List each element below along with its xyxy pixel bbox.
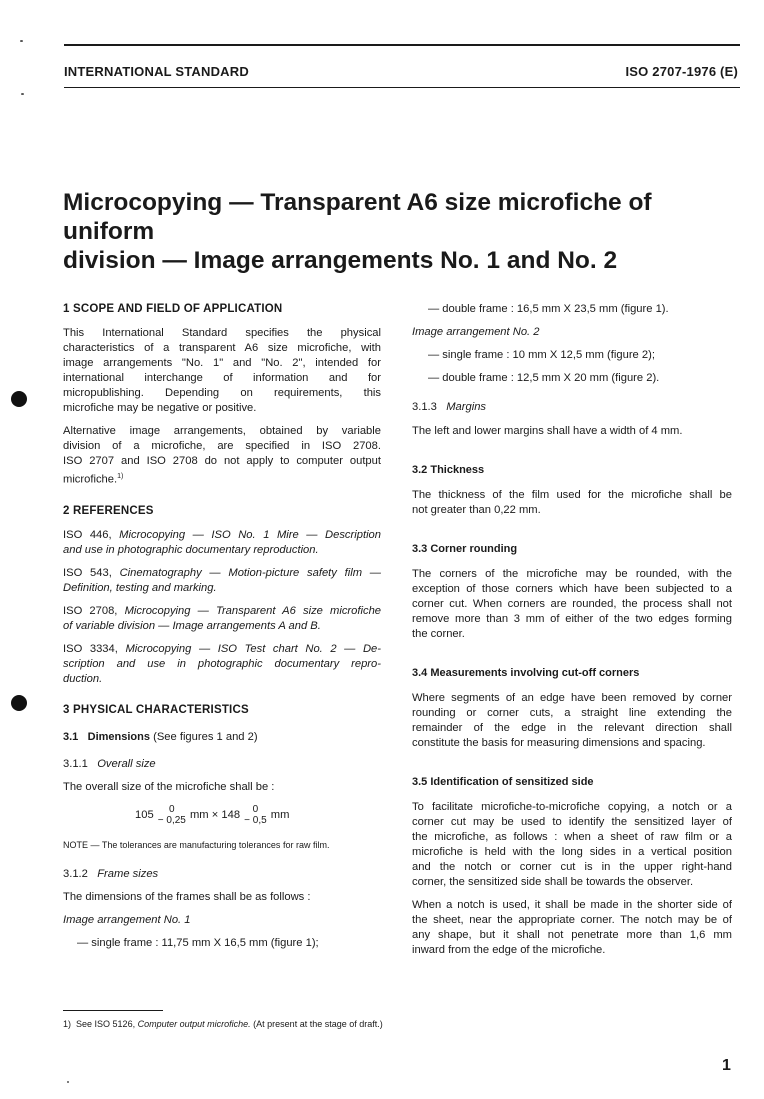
- section-3-5-heading: 3.5 Identification of sensitized side: [412, 776, 594, 788]
- list-item: — double frame : 12,5 mm X 20 mm (figure 2).: [428, 372, 660, 384]
- scan-speck: [21, 93, 24, 95]
- thickness-paragraph: The thickness of the film used for the microfiche shall be not greater than 0,22 mm.: [412, 489, 732, 516]
- section-3-4-heading: 3.4 Measurements involving cut-off corners: [412, 667, 640, 679]
- reference-item: ISO 3334, Microcopying — ISO Test chart No. 2 — De- scription and use in photographic documentary repro- duction.: [63, 642, 381, 685]
- section-1-paragraph: Alternative image arrangements, obtained by variable division of a microfiche, are specified in ISO 2708. ISO 2707 and ISO 2708 do not apply to computer output microfiche.$^{1)}$: [63, 425, 381, 486]
- notch-paragraph: When a notch is used, it shall be made in the shorter side of the sheet, near the appropriate corner. The notch may be of any shape, but it shall not penetrate more than 1,6 mm inward from the edge of the microfiche.: [412, 899, 732, 956]
- corner-rounding-paragraph: The corners of the microfiche may be rounded, with the exception of those corners which have been subjected to a corner cut. When corners are rounded, the process shall not remove more than 3 mm of either of the two edges forming the corner.: [412, 568, 732, 640]
- section-3-2-heading: 3.2 Thickness: [412, 464, 485, 476]
- list-item: — single frame : 10 mm X 12,5 mm (figure 2);: [428, 349, 655, 361]
- header-standard-number: ISO 2707-1976 (E): [625, 64, 738, 79]
- footnote-rule: [63, 1010, 163, 1011]
- overall-size-formula: 105 0 − 0,25 mm × 148 0 − 0,5 mm: [135, 803, 290, 826]
- left-column: [63, 302, 381, 951]
- reference-item: ISO 2708, Microcopying — Transparent A6 size microfiche of variable division — Image arrangements A and B.: [63, 604, 382, 632]
- footnote: 1) See ISO 5126, Computer output microfiche. (At present at the stage of draft.): [63, 1019, 383, 1029]
- page-number: 1: [722, 1057, 731, 1074]
- binder-hole-mark: [11, 391, 27, 407]
- subsection-3-1-heading: 3.1 Dimensions (See figures 1 and 2): [63, 730, 258, 743]
- page-title: Microcopying — Transparent A6 size microfiche of uniform division — Image arrangements No. 1 and No. 2: [63, 189, 652, 274]
- subsection-3-1-3-heading: 3.1.3 Margins: [412, 401, 487, 413]
- section-3-3-heading: 3.3 Corner rounding: [412, 543, 518, 555]
- sensitized-side-paragraph: To facilitate microfiche-to-microfiche copying, a notch or a corner cut may be used to identify the sensitized layer of the microfiche, as follows : when a sheet of raw film or a microfiche is held with the long sides in a vertical position and the notch or corner cut is in the upper right-hand corner, the sensitized side shall be towards the observer.: [412, 801, 732, 888]
- reference-item: ISO 446, Microcopying — ISO No. 1 Mire — Description and use in photographic documentary reproduction.: [63, 528, 381, 556]
- overall-size-text: The overall size of the microfiche shall be :: [63, 780, 275, 793]
- tolerance: 0 − 0,5: [244, 803, 267, 826]
- image-arrangement-1-label: Image arrangement No. 1: [63, 913, 191, 926]
- list-item: — single frame : 11,75 mm X 16,5 mm (figure 1);: [77, 936, 319, 949]
- section-1-paragraph: This International Standard specifies the physical characteristics of a transparent A6 size microfiche, with image arrangements "No. 1" and "No. 2", intended for international interchange of information and for micropublishing. Depending on requirements, this microfiche may be negative or positive.: [63, 327, 381, 414]
- header-rule: [64, 87, 740, 88]
- right-column: [412, 302, 732, 958]
- tolerance-note: NOTE — The tolerances are manufacturing tolerances for raw film.: [63, 839, 330, 850]
- tolerance: 0 − 0,25: [157, 803, 186, 826]
- subsection-3-1-2-heading: 3.1.2 Frame sizes: [63, 867, 159, 880]
- section-2-heading: 2 REFERENCES: [63, 504, 154, 517]
- scan-speck: [20, 40, 23, 42]
- image-arrangement-2-label: Image arrangement No. 2: [412, 326, 540, 338]
- scan-speck: [67, 1081, 69, 1083]
- footnote-ref: 1): [117, 473, 124, 480]
- list-item: — double frame : 16,5 mm X 23,5 mm (figure 1).: [428, 303, 669, 315]
- cut-off-corners-paragraph: Where segments of an edge have been removed by corner rounding or corner cuts, a straight line extending the remainder of the edge in the relevant direction shall constitute the basis for measuring dimensions and spacing.: [412, 692, 732, 749]
- top-rule: [64, 44, 740, 46]
- binder-hole-mark: [11, 695, 27, 711]
- margins-text: The left and lower margins shall have a width of 4 mm.: [412, 425, 683, 437]
- section-3-heading: 3 PHYSICAL CHARACTERISTICS: [63, 703, 249, 716]
- header-standard-type: INTERNATIONAL STANDARD: [64, 64, 249, 79]
- reference-item: ISO 543, Cinematography — Motion-picture safety film — Definition, testing and marking.: [63, 566, 381, 594]
- frame-sizes-text: The dimensions of the frames shall be as follows :: [63, 890, 311, 903]
- section-1-heading: 1 SCOPE AND FIELD OF APPLICATION: [63, 303, 283, 315]
- subsection-3-1-1-heading: 3.1.1 Overall size: [63, 757, 156, 770]
